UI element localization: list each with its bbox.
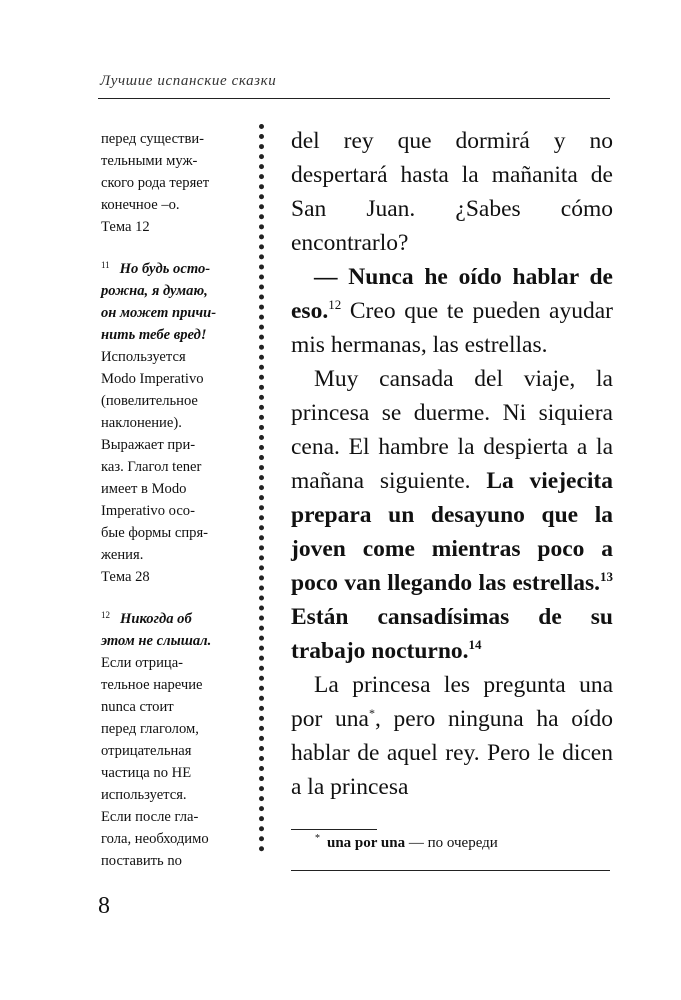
sidebar-intro: перед существи- тельными муж- ского рода теряет конечное –o. Тема 12 (101, 131, 210, 235)
dotted-column-divider (259, 124, 264, 852)
footnote: * una por una — по очереди (315, 833, 498, 851)
main-text (291, 124, 613, 804)
sidebar-notes (101, 128, 241, 872)
bottom-rule (291, 870, 610, 871)
note-number: 11 (101, 260, 110, 270)
footnote-rule (291, 829, 377, 830)
running-header-title: Лучшие испанские сказки (100, 73, 277, 89)
page-number: 8 (98, 893, 110, 919)
footnote-definition: — по очереди (405, 835, 498, 851)
footnote-term: una por una (327, 835, 406, 851)
paragraph-2: — Nunca he oído hablar de eso.$^{12}$ Creo que te pueden ayudar mis hermanas, las estrellas. (291, 264, 613, 358)
paragraph-3: Muy cansada del viaje, la princesa se duerme. Ni siquiera cena. El hambre la despierta a la mañana siguiente. La viejecita prepara un desayuno que la joven come mientras poco a poco van llegando las estrellas.$^{13}$ Están cansadísimas de su trabajo nocturno.$^{14}$ (291, 366, 613, 664)
running-header (98, 70, 610, 99)
footnote-ref-14: 14 (468, 637, 482, 652)
footnote-ref-star: * (368, 706, 375, 720)
sidebar-note-11: $^{11}$ Но будь осто- рожна, я думаю, он может причи- нить тебе вред! Используется Modo Imperativo (повелительное наклонение). Выражает при- каз. Глагол tener имеет в Modo Imperativo осо- бые формы спря- жения. Тема 28 (101, 260, 217, 585)
sidebar-note-12: $^{12}$ Никогда об этом не слышал. Если отрица- тельное наречие nunca стоит перед глаголом, отрицательная частица no НЕ используется. Если после гла- гола, необходимо поставить no (101, 610, 212, 869)
footnote-ref-13: 13 (600, 569, 613, 584)
note-number: 12 (101, 610, 110, 620)
paragraph-1: del rey que dormirá y no despertará hasta la mañanita de San Juan. ¿Sabes cómo encontrarlo? (291, 128, 613, 256)
paragraph-4: La princesa les pregunta una por una*, pero ninguna ha oído hablar de aquel rey. Pero le dicen a la princesa (291, 672, 613, 800)
footnote-ref-12: 12 (328, 297, 342, 312)
